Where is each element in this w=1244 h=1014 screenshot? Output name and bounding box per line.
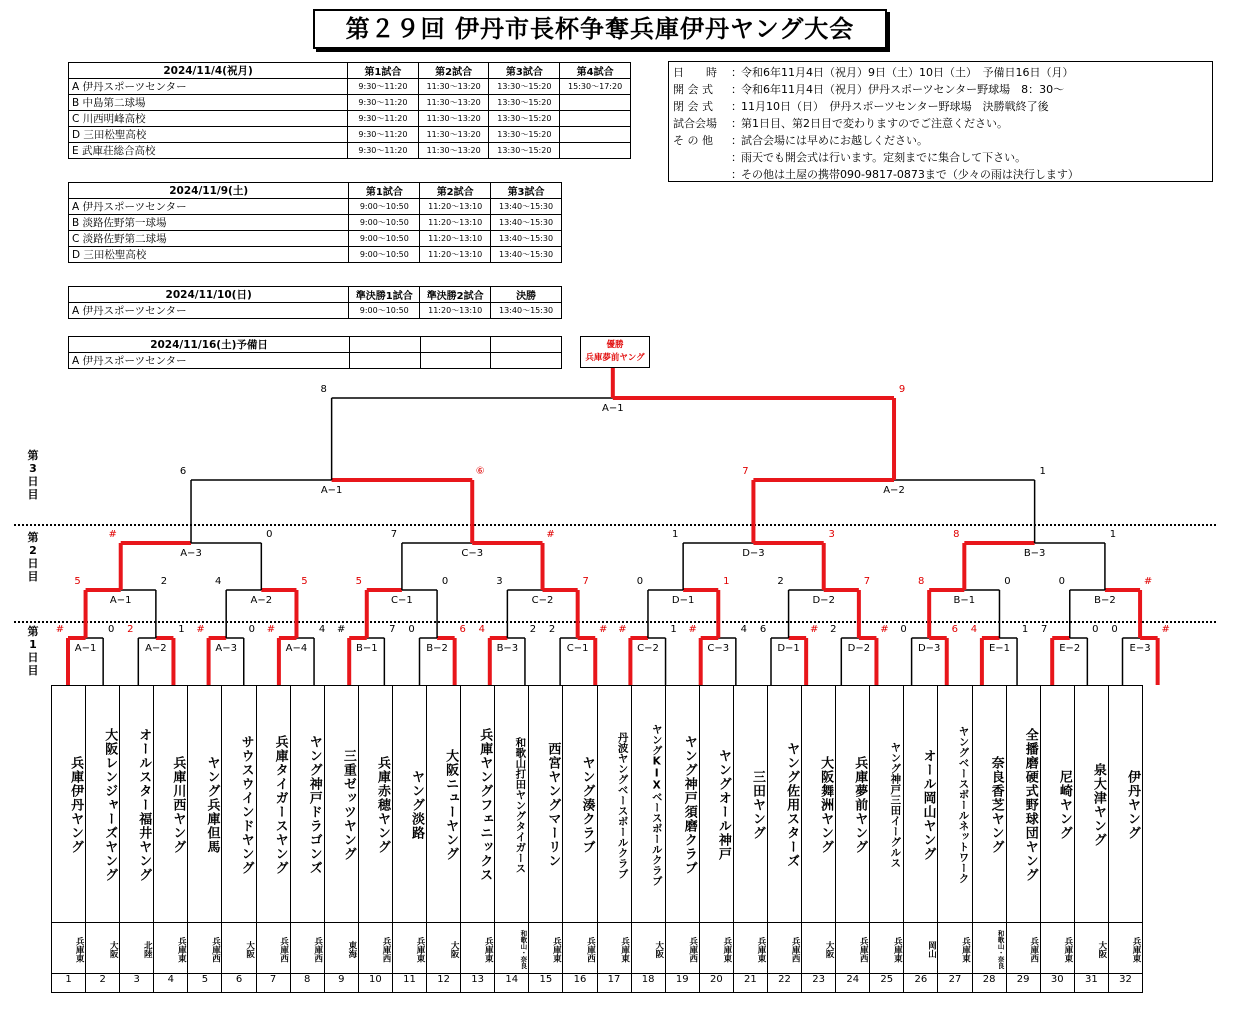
schedule-time: 9:30〜11:20: [348, 79, 419, 95]
score: 7: [582, 576, 589, 587]
team-number: 29: [1006, 974, 1040, 993]
team-number: 16: [563, 974, 597, 993]
info-label: 試合会場: [673, 117, 717, 130]
schedule-time: 11:20〜13:10: [420, 247, 491, 263]
schedule-venue: D 三田松聖高校: [69, 127, 348, 143]
score: 0: [248, 624, 255, 635]
team-number: 11: [392, 974, 426, 993]
score: 0: [266, 529, 273, 540]
schedule-time: 15:30〜17:20: [560, 79, 631, 95]
score: 6: [951, 624, 958, 635]
score: 0: [1092, 624, 1099, 635]
score: #: [266, 624, 276, 635]
team-number: 18: [631, 974, 665, 993]
team-region: 兵庫東: [529, 923, 563, 974]
info-value: その他は土屋の携帯090-9817-0873まで（少々の雨は決行します）: [741, 168, 1079, 181]
team-number: 24: [836, 974, 870, 993]
schedule-date: 2024/11/4(祝月): [69, 63, 348, 79]
team-name: 伊丹ヤング: [1108, 686, 1142, 923]
schedule-time: 9:30〜11:20: [348, 111, 419, 127]
score: #: [809, 624, 819, 635]
team-name: 尼崎ヤング: [1040, 686, 1074, 923]
team-region: 兵庫東: [699, 923, 733, 974]
team-region: 兵庫東: [154, 923, 188, 974]
match-label: C−3: [707, 643, 730, 654]
schedule-time: 13:30〜15:20: [489, 79, 560, 95]
team-region: 兵庫東: [1108, 923, 1142, 974]
team-number: 8: [290, 974, 324, 993]
score: 2: [529, 624, 537, 635]
team-name: 三重ゼッツヤング: [324, 686, 358, 923]
team-name: 大阪ニューヤング: [427, 686, 461, 923]
score: 1: [723, 576, 730, 587]
match-label: B−1: [953, 595, 976, 606]
team-name: 兵庫伊丹ヤング: [52, 686, 86, 923]
score: 7: [742, 466, 749, 477]
schedule-header: 決勝: [491, 287, 562, 303]
team-region: 兵庫西: [188, 923, 222, 974]
match-label: C−1: [391, 595, 413, 606]
score: 2: [160, 576, 168, 587]
score: 0: [900, 624, 907, 635]
champion-team: 兵庫夢前ヤング: [585, 353, 645, 363]
score: 0: [107, 624, 115, 635]
team-name: 兵庫赤穂ヤング: [358, 686, 392, 923]
team-name: ヤング神戸三田イーグルス: [870, 686, 904, 923]
schedule-header: 第1試合: [349, 183, 420, 199]
schedule-date: 2024/11/10(日): [69, 287, 349, 303]
team-number: 19: [665, 974, 699, 993]
team-region: 兵庫西: [767, 923, 801, 974]
score: 5: [301, 576, 308, 587]
schedule-time: 11:30〜13:20: [418, 127, 489, 143]
team-region: 兵庫東: [1040, 923, 1074, 974]
schedule-time: 13:40〜15:30: [491, 231, 562, 247]
schedule-venue: A 伊丹スポーツセンター: [69, 303, 349, 319]
team-name: 大阪舞洲ヤング: [802, 686, 836, 923]
schedule-time: 11:20〜13:10: [420, 215, 491, 231]
team-name: ヤングオール神戸: [699, 686, 733, 923]
score: ⑥: [475, 466, 485, 477]
team-number: 7: [256, 974, 290, 993]
schedule-header: 第3試合: [491, 183, 562, 199]
schedule-venue: B 淡路佐野第一球場: [69, 215, 349, 231]
team-number: 30: [1040, 974, 1074, 993]
match-label: D−3: [917, 643, 941, 654]
team-region: 兵庫西: [256, 923, 290, 974]
schedule-header: 第4試合: [560, 63, 631, 79]
match-label: D−2: [847, 643, 871, 654]
schedule-time: 13:40〜15:30: [491, 303, 562, 319]
team-number: 14: [495, 974, 529, 993]
score: 7: [390, 529, 398, 540]
team-region: 兵庫東: [938, 923, 972, 974]
score: 4: [318, 624, 326, 635]
team-number: 3: [120, 974, 154, 993]
team-region: 和歌山・奈良: [972, 923, 1006, 974]
team-number: 25: [870, 974, 904, 993]
info-label: 閉 会 式: [673, 100, 713, 113]
schedule-time: 11:30〜13:20: [418, 111, 489, 127]
score: 8: [320, 384, 327, 395]
team-number: 10: [358, 974, 392, 993]
match-label: D−3: [742, 548, 765, 559]
team-region: 大阪: [631, 923, 665, 974]
score: 5: [355, 576, 362, 587]
team-number: 20: [699, 974, 733, 993]
score: 7: [1041, 624, 1048, 635]
day1-label: 第1日目: [27, 625, 39, 677]
score: 1: [671, 529, 679, 540]
team-name: 大阪レンジャーズヤング: [86, 686, 120, 923]
schedule-venue: D 三田松聖高校: [69, 247, 349, 263]
team-number: 1: [52, 974, 86, 993]
schedule-time: 13:40〜15:30: [491, 215, 562, 231]
match-label: C−2: [531, 595, 554, 606]
score: 1: [1021, 624, 1029, 635]
team-region: 大阪: [1074, 923, 1108, 974]
team-table: [51, 685, 1143, 993]
info-colon: ：: [731, 117, 742, 130]
team-name: 奈良香芝ヤング: [972, 686, 1006, 923]
schedule-venue: C 淡路佐野第二球場: [69, 231, 349, 247]
schedule-header: 準決勝1試合: [349, 287, 420, 303]
match-label: A−1: [74, 643, 97, 654]
team-region: 和歌山・奈良: [495, 923, 529, 974]
score: #: [546, 529, 555, 540]
schedule-time: 9:30〜11:20: [348, 143, 419, 159]
match-label: A−1: [109, 595, 132, 606]
team-region: 兵庫西: [836, 923, 870, 974]
schedule-time: 13:40〜15:30: [491, 199, 562, 215]
score: 6: [179, 466, 187, 477]
info-value: 試合会場には早めにお越しください。: [741, 134, 928, 147]
score: 4: [740, 624, 748, 635]
schedule-time: 11:30〜13:20: [418, 95, 489, 111]
score: 1: [1039, 466, 1046, 477]
team-number: 26: [904, 974, 938, 993]
match-label: A−2: [145, 643, 167, 654]
page-title: 第２９回 伊丹市長杯争奪兵庫伊丹ヤング大会: [313, 9, 887, 49]
team-number: 13: [461, 974, 495, 993]
match-label: A−1: [602, 403, 624, 414]
team-name: ヤング湊クラブ: [563, 686, 597, 923]
match-label: B−3: [496, 643, 519, 654]
schedule-time: 11:20〜13:10: [420, 231, 491, 247]
team-name: ヤング神戸ドラゴンズ: [290, 686, 324, 923]
schedule-time: 9:00〜10:50: [349, 215, 420, 231]
score: #: [688, 624, 697, 635]
team-number: 28: [972, 974, 1006, 993]
team-region: 兵庫東: [52, 923, 86, 974]
team-number: 15: [529, 974, 563, 993]
info-value: 雨天でも開会式は行います。定刻までに集合して下さい。: [741, 151, 1027, 164]
schedule-time: 13:30〜15:20: [489, 95, 560, 111]
match-label: E−1: [988, 643, 1011, 654]
team-name: 丹波ヤングベースボールクラブ: [597, 686, 631, 923]
score: 3: [496, 576, 503, 587]
team-name: ヤングKIXベースボールクラブ: [631, 686, 665, 923]
team-number: 17: [597, 974, 631, 993]
team-name: ヤング神戸須磨クラブ: [665, 686, 699, 923]
team-number: 4: [154, 974, 188, 993]
team-name: 兵庫タイガースヤング: [256, 686, 290, 923]
info-label: 開 会 式: [673, 83, 713, 96]
score: 6: [759, 624, 767, 635]
score: 9: [898, 384, 906, 395]
team-region: 兵庫東: [392, 923, 426, 974]
score: 2: [127, 624, 134, 635]
score: 0: [1111, 624, 1118, 635]
team-name: ヤング淡路: [392, 686, 426, 923]
score: #: [1143, 576, 1153, 587]
score: 0: [441, 576, 449, 587]
schedule-date: 2024/11/9(土): [69, 183, 349, 199]
schedule-time: 13:30〜15:20: [489, 111, 560, 127]
match-label: A−3: [215, 643, 237, 654]
score: #: [108, 529, 117, 540]
score: 7: [863, 576, 871, 587]
score: 8: [917, 576, 925, 587]
score: 0: [636, 576, 644, 587]
schedule-time: 11:20〜13:10: [420, 303, 491, 319]
team-name: 全播磨硬式野球団ヤング: [1006, 686, 1040, 923]
schedule-header: 第2試合: [420, 183, 491, 199]
match-label: D−1: [671, 595, 695, 606]
team-name: 西宮ヤングマーリン: [529, 686, 563, 923]
schedule-time: 9:30〜11:20: [348, 127, 419, 143]
team-region: 兵庫東: [733, 923, 767, 974]
team-number: 31: [1074, 974, 1108, 993]
schedule-venue: A 伊丹スポーツセンター: [69, 199, 349, 215]
score: 5: [74, 576, 81, 587]
score: 6: [459, 624, 466, 635]
score: #: [196, 624, 205, 635]
team-region: 兵庫西: [665, 923, 699, 974]
team-number: 27: [938, 974, 972, 993]
schedule-time: 11:30〜13:20: [418, 143, 489, 159]
score: #: [599, 624, 608, 635]
team-name: オールスター福井ヤング: [120, 686, 154, 923]
team-number: 6: [222, 974, 256, 993]
score: 0: [1058, 576, 1065, 587]
schedule-time: 13:30〜15:20: [489, 127, 560, 143]
match-label: A−3: [180, 548, 202, 559]
match-label: D−2: [812, 595, 835, 606]
info-label: そ の 他: [673, 134, 713, 147]
team-region: 北陸: [120, 923, 154, 974]
match-label: C−1: [566, 643, 589, 654]
schedule-time: 9:00〜10:50: [349, 247, 420, 263]
schedule-time: 13:30〜15:20: [489, 143, 560, 159]
team-name: オール岡山ヤング: [904, 686, 938, 923]
team-region: 大阪: [802, 923, 836, 974]
score: 8: [953, 529, 960, 540]
day3-label: 第3日目: [27, 449, 39, 501]
schedule-header: 第1試合: [348, 63, 419, 79]
schedule-venue: E 武庫荘総合高校: [69, 143, 348, 159]
info-value: 令和6年11月4日（祝月）9日（土）10日（土） 予備日16日（月）: [741, 66, 1074, 79]
score: #: [337, 624, 346, 635]
team-number: 12: [427, 974, 461, 993]
team-name: 兵庫夢前ヤング: [836, 686, 870, 923]
schedule-venue: A 伊丹スポーツセンター: [69, 353, 350, 369]
score: 4: [970, 624, 978, 635]
team-region: 兵庫西: [290, 923, 324, 974]
info-value: 令和6年11月4日（祝月）伊丹スポーツセンター野球場 8：30〜: [741, 83, 1065, 96]
team-region: 兵庫東: [461, 923, 495, 974]
team-region: 兵庫西: [1006, 923, 1040, 974]
match-label: B−1: [355, 643, 378, 654]
info-value: 11月10日（日） 伊丹スポーツセンター野球場 決勝戦終了後: [741, 100, 1049, 113]
schedule-header: 第3試合: [489, 63, 560, 79]
schedule-time: 13:40〜15:30: [491, 247, 562, 263]
team-region: 兵庫西: [563, 923, 597, 974]
info-colon: ：: [731, 168, 742, 181]
team-name: 三田ヤング: [733, 686, 767, 923]
team-region: 大阪: [427, 923, 461, 974]
match-label: E−3: [1129, 643, 1151, 654]
schedule-venue: C 川西明峰高校: [69, 111, 348, 127]
info-colon: ：: [731, 83, 742, 96]
match-label: B−3: [1023, 548, 1046, 559]
info-colon: ：: [731, 100, 742, 113]
info-value: 第1日目、第2日目で変わりますのでご注意ください。: [741, 117, 1008, 130]
team-number: 9: [324, 974, 358, 993]
team-region: 兵庫東: [597, 923, 631, 974]
team-region: 兵庫西: [358, 923, 392, 974]
score: #: [880, 624, 889, 635]
score: 4: [478, 624, 485, 635]
match-label: C−2: [637, 643, 659, 654]
team-region: 大阪: [86, 923, 120, 974]
schedule-header: 準決勝2試合: [420, 287, 491, 303]
info-colon: ：: [731, 134, 742, 147]
team-name: ヤング佐用スターズ: [767, 686, 801, 923]
score: 7: [389, 624, 396, 635]
match-label: A−2: [883, 485, 905, 496]
score: 0: [1004, 576, 1011, 587]
schedule-date: 2024/11/16(土)予備日: [69, 337, 350, 353]
score: 1: [178, 624, 185, 635]
score: #: [1161, 624, 1170, 635]
team-region: 岡山: [904, 923, 938, 974]
team-number: 2: [86, 974, 120, 993]
score: 2: [830, 624, 837, 635]
match-label: B−2: [426, 643, 448, 654]
match-label: B−2: [1094, 595, 1116, 606]
team-name: ヤング兵庫但馬: [188, 686, 222, 923]
team-region: 大阪: [222, 923, 256, 974]
schedule-venue: A 伊丹スポーツセンター: [69, 79, 348, 95]
score: #: [618, 624, 627, 635]
team-region: 兵庫東: [870, 923, 904, 974]
team-name: 兵庫川西ヤング: [154, 686, 188, 923]
score: 3: [828, 529, 835, 540]
schedule-time: 9:00〜10:50: [349, 199, 420, 215]
team-number: 23: [802, 974, 836, 993]
match-label: E−2: [1059, 643, 1081, 654]
schedule-time: 11:30〜13:20: [418, 79, 489, 95]
team-name: 和歌山打田ヤングタイガース: [495, 686, 529, 923]
score: 1: [670, 624, 677, 635]
schedule-time: 9:30〜11:20: [348, 95, 419, 111]
match-label: A−4: [285, 643, 308, 654]
match-label: A−1: [320, 485, 343, 496]
info-label: 日 時: [673, 66, 717, 79]
score: 1: [1109, 529, 1117, 540]
schedule-time: 11:20〜13:10: [420, 199, 491, 215]
day2-label: 第2日目: [27, 531, 39, 583]
score: 4: [214, 576, 222, 587]
team-number: 32: [1108, 974, 1142, 993]
champion-title: 優勝: [606, 340, 624, 350]
team-name: サウスウインドヤング: [222, 686, 256, 923]
score: 2: [548, 624, 556, 635]
match-label: C−3: [461, 548, 484, 559]
match-label: D−1: [777, 643, 800, 654]
team-region: 東海: [324, 923, 358, 974]
score: #: [55, 624, 65, 635]
team-number: 21: [733, 974, 767, 993]
team-name: ヤングベースボールネットワーク: [938, 686, 972, 923]
match-label: A−2: [250, 595, 273, 606]
score: 2: [777, 576, 784, 587]
schedule-header: 第2試合: [418, 63, 489, 79]
schedule-time: 9:00〜10:50: [349, 303, 420, 319]
team-number: 22: [767, 974, 801, 993]
score: 0: [408, 624, 415, 635]
schedule-time: 9:00〜10:50: [349, 231, 420, 247]
schedule-venue: B 中島第二球場: [69, 95, 348, 111]
info-colon: ：: [731, 66, 742, 79]
team-name: 兵庫ヤングフェニックス: [461, 686, 495, 923]
info-colon: ：: [731, 151, 742, 164]
team-name: 泉大津ヤング: [1074, 686, 1108, 923]
team-number: 5: [188, 974, 222, 993]
